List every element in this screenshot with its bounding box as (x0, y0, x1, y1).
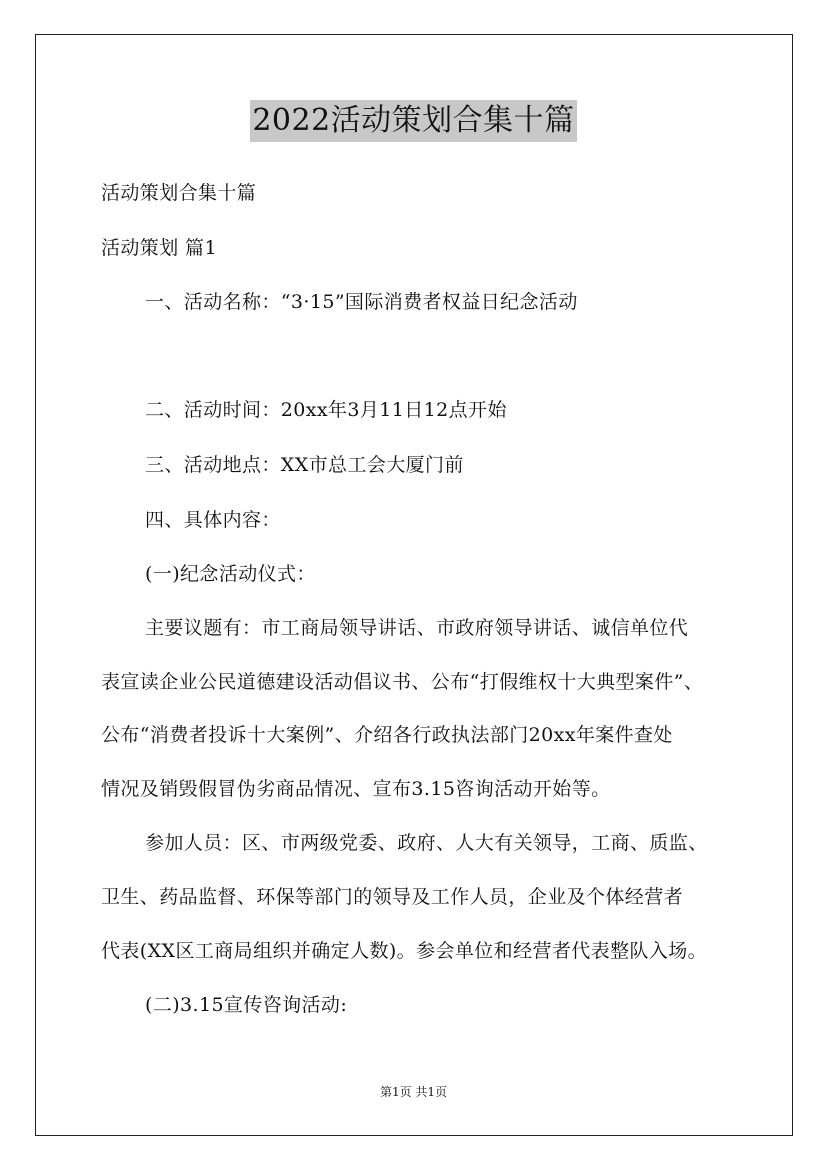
page-footer: 第1页 共1页 (379, 1085, 448, 1099)
paragraph-line: 一、活动名称：“3·15”国际消费者权益日纪念活动 (145, 291, 578, 313)
doc-subtitle: 活动策划合集十篇 (101, 182, 257, 204)
paragraph-line: (一)纪念活动仪式： (145, 563, 316, 585)
paragraph-line: 表宣读企业公民道德建设活动倡议书、公布“打假维权十大典型案件”、 (101, 671, 704, 693)
title-wrapper (0, 100, 827, 142)
paragraph-line: 情况及销毁假冒伪劣商品情况、宣布3.15咨询活动开始等。 (101, 778, 611, 800)
document-title: 2022活动策划合集十篇 (250, 100, 576, 142)
paragraph-line: 二、活动时间：20xx年3月11日12点开始 (145, 399, 507, 421)
paragraph-line: 三、活动地点：XX市总工会大厦门前 (145, 454, 464, 476)
paragraph-line: 卫生、药品监督、环保等部门的领导及工作人员，企业及个体经营者 (101, 886, 684, 908)
paragraph-line: 公布“消费者投诉十大案例”、介绍各行政执法部门20xx年案件查处 (101, 724, 673, 746)
paragraph-line: 四、具体内容： (145, 509, 281, 531)
section-heading: 活动策划 篇1 (101, 237, 217, 259)
paragraph-line: 参加人员：区、市两级党委、政府、人大有关领导，工商、质监、 (145, 832, 708, 854)
paragraph-line: 主要议题有：市工商局领导讲话、市政府领导讲话、诚信单位代 (145, 617, 689, 639)
paragraph-line: (二)3.15宣传咨询活动: (145, 994, 348, 1016)
paragraph-line: 代表(XX区工商局组织并确定人数)。参会单位和经营者代表整队入场。 (101, 940, 708, 962)
